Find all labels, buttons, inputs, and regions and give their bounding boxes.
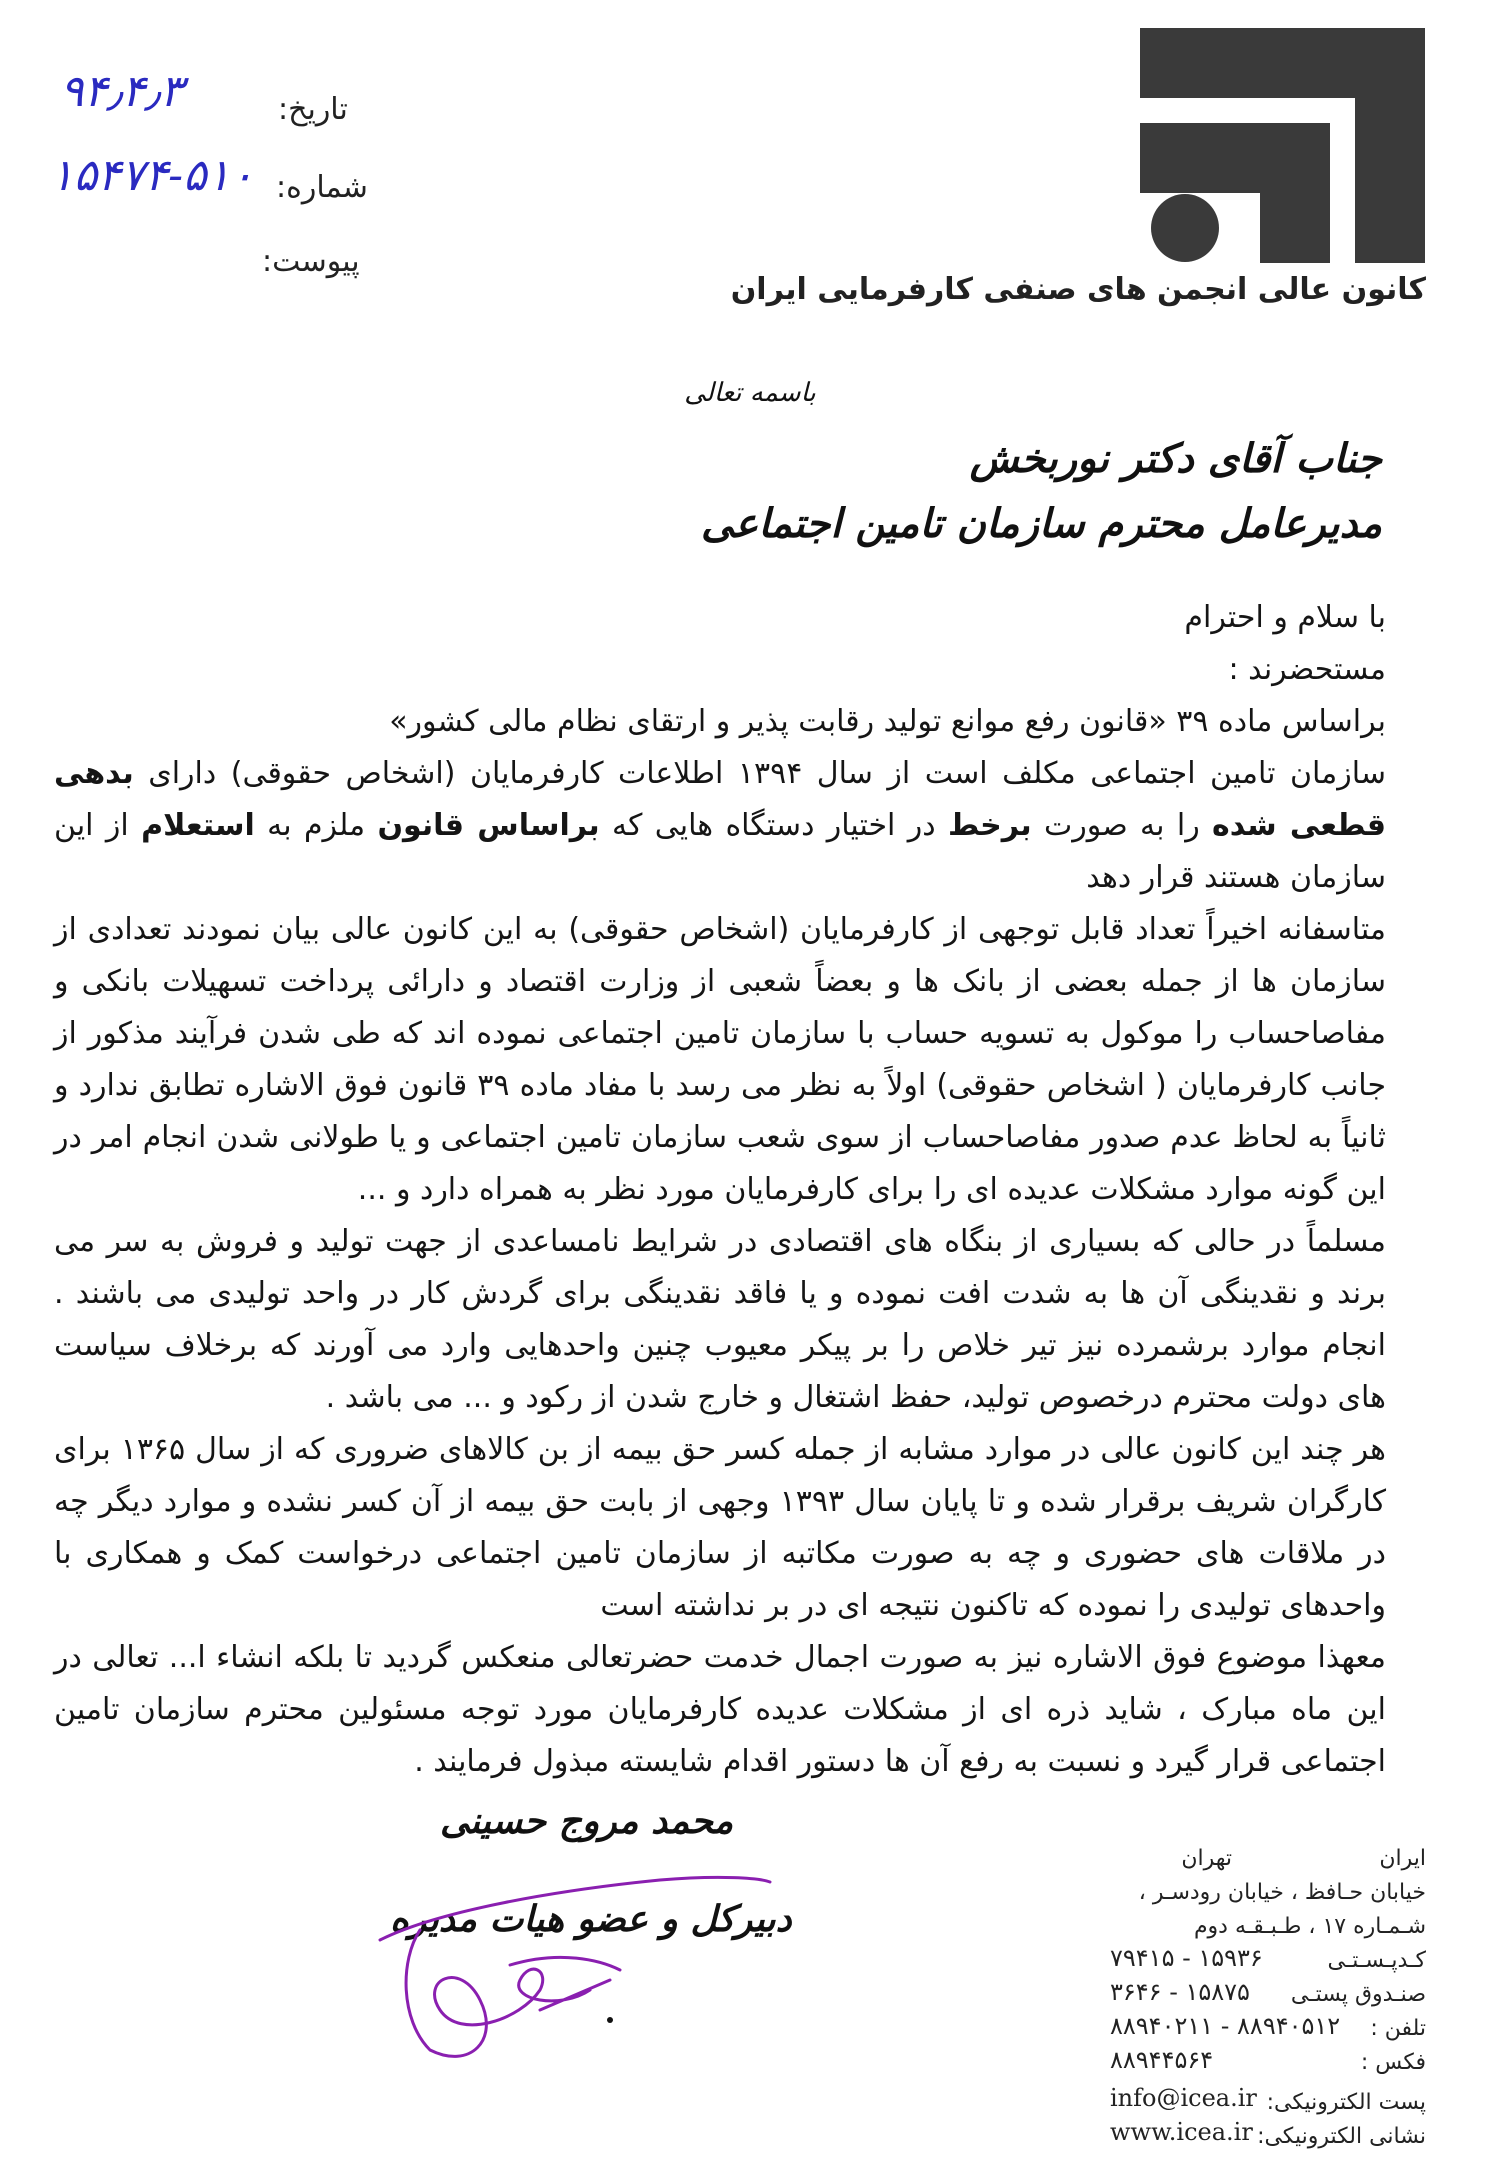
number-label: شماره: (276, 170, 368, 205)
invocation: باسمه تعالی (684, 378, 816, 408)
waves-logo-icon (1140, 28, 1425, 263)
date-label: تاریخ: (278, 92, 348, 127)
address-city: تهران (1181, 1846, 1232, 1871)
address-country: ایران (1379, 1846, 1426, 1871)
handwritten-signature (360, 1870, 780, 2070)
attachment-label: پیوست: (262, 244, 360, 279)
addressee-name: جناب آقای دکتر نوربخش (969, 435, 1382, 482)
address-building: شـمـاره ۱۷ ، طـبـقـه دوم (1193, 1914, 1426, 1939)
paragraph-3: متاسفانه اخیراً تعداد قابل توجهی از کارفرمایان (اشخاص حقوقی) به این کانون عالی بیان نمودند تعدادی از سازمان ها از جمله بعضی از بانک ها و بعضاً شعبی از وزارت اقتصاد و دارائی پرداخت تسهیلات بانکی و مفاصاحساب را موکول به تسویه حساب با سازمان تامین اجتماعی نموده اند که طی شدن فرآیند مذکور از جانب کارفرمایان ( اشخاص حقوقی) اولاً به نظر می رسد با مفاد ماده ۳۹ قانون فوق الاشاره تطابق ندارد و ثانیاً به لحاظ عدم صدور مفاصاحساب از سوی شعب سازمان تامین اجتماعی و یا طولانی شدن انجام امر در این گونه موارد مشکلات عدیده ای را برای کارفرمایان مورد نظر به همراه دارد و ... (54, 912, 1386, 1207)
fax-value: ۸۸۹۴۴۵۶۴ (1110, 2046, 1214, 2074)
paragraph-2: سازمان تامین اجتماعی مکلف است از سال ۱۳۹۴ اطلاعات کارفرمایان (اشخاص حقوقی) دارای بدهی قطعی شده را به صورت برخط در اختیار دستگاه هایی که براساس قانون ملزم به استعلام از این سازمان هستند قرار دهد (54, 756, 1387, 895)
signatory-title: دبیرکل و عضو هیات مدیره (390, 1898, 792, 1940)
paragraph-5: هر چند این کانون عالی در موارد مشابه از جمله کسر حق بیمه از بن کالاهای ضروری که از سال ۱۳۶۵ برای کارگران شریف برقرار شده و تا پایان سال ۱۳۹۳ وجهی از بابت حق بیمه از آن کسر نشده و موارد دیگر چه در ملاقات های حضوری و چه به صورت مکاتبه از سازمان تامین اجتماعی درخواست کمک و همکاری با واحدهای تولیدی را نموده که تاکنون نتیجه ای در بر نداشته است (54, 1432, 1386, 1623)
address-street: خیابان حـافظ ، خیابان رودسـر ، (1138, 1880, 1426, 1905)
email-link[interactable]: info@icea.ir (1110, 2084, 1257, 2112)
website-label: نشانی الکترونیکی: (1257, 2124, 1426, 2149)
organization-name: کانون عالی انجمن های صنفی کارفرمایی ایران (730, 272, 1426, 307)
letter-body (54, 592, 1386, 1788)
number-value: ۱۵۴۷۴-۵۱۰ (50, 150, 254, 201)
addressee-title: مدیرعامل محترم سازمان تامین اجتماعی (701, 500, 1382, 547)
pobox-label: صنـدوق پستـی (1290, 1982, 1426, 2007)
fax-label: فکس : (1360, 2050, 1426, 2075)
website-link[interactable]: www.icea.ir (1110, 2118, 1253, 2146)
date-value: ۹۴٫۴٫۳ (60, 66, 184, 117)
greeting: با سلام و احترام (1184, 600, 1386, 635)
postal-code-value: ۷۹۴۱۵ - ۱۵۹۳۶ (1110, 1944, 1263, 1972)
signatory-name: محمد مروج حسینی (440, 1800, 734, 1842)
pobox-value: ۳۶۴۶ - ۱۵۸۷۵ (1110, 1978, 1250, 2006)
phone-label: تلفن : (1370, 2016, 1426, 2041)
phone-value: ۸۸۹۴۰۲۱۱ - ۸۸۹۴۰۵۱۲ (1110, 2012, 1341, 2040)
intro-line: مستحضرند : (1228, 652, 1386, 687)
paragraph-4: مسلماً در حالی که بسیاری از بنگاه های اقتصادی در شرایط نامساعدی از جهت تولید و فروش به سر می برند و نقدینگی آن ها به شدت افت نموده و یا فاقد نقدینگی برای گردش کار در واحد تولیدی می باشند . انجام موارد برشمرده نیز تیر خلاص را بر پیکر معیوب چنین واحدهایی وارد می آورند که برخلاف سیاست های دولت محترم درخصوص تولید، حفظ اشتغال و خارج شدن از رکود و ... می باشد . (54, 1224, 1386, 1415)
paragraph-6: معهذا موضوع فوق الاشاره نیز به صورت اجمال خدمت حضرتعالی منعکس گردید تا بلکه انشاء ا... تعالی در این ماه مبارک ، شاید ذره ای از مشکلات عدیده کارفرمایان مورد توجه مسئولین محترم سازمان تامین اجتماعی قرار گیرد و نسبت به رفع آن ها دستور اقدام شایسته مبذول فرمایند . (54, 1640, 1386, 1779)
email-label: پست الکترونیکی: (1266, 2090, 1426, 2115)
paragraph-1: براساس ماده ۳۹ «قانون رفع موانع تولید رقابت پذیر و ارتقای نظام مالی کشور» (389, 704, 1386, 739)
postal-code-label: کـدپـسـتـی (1327, 1948, 1426, 1973)
